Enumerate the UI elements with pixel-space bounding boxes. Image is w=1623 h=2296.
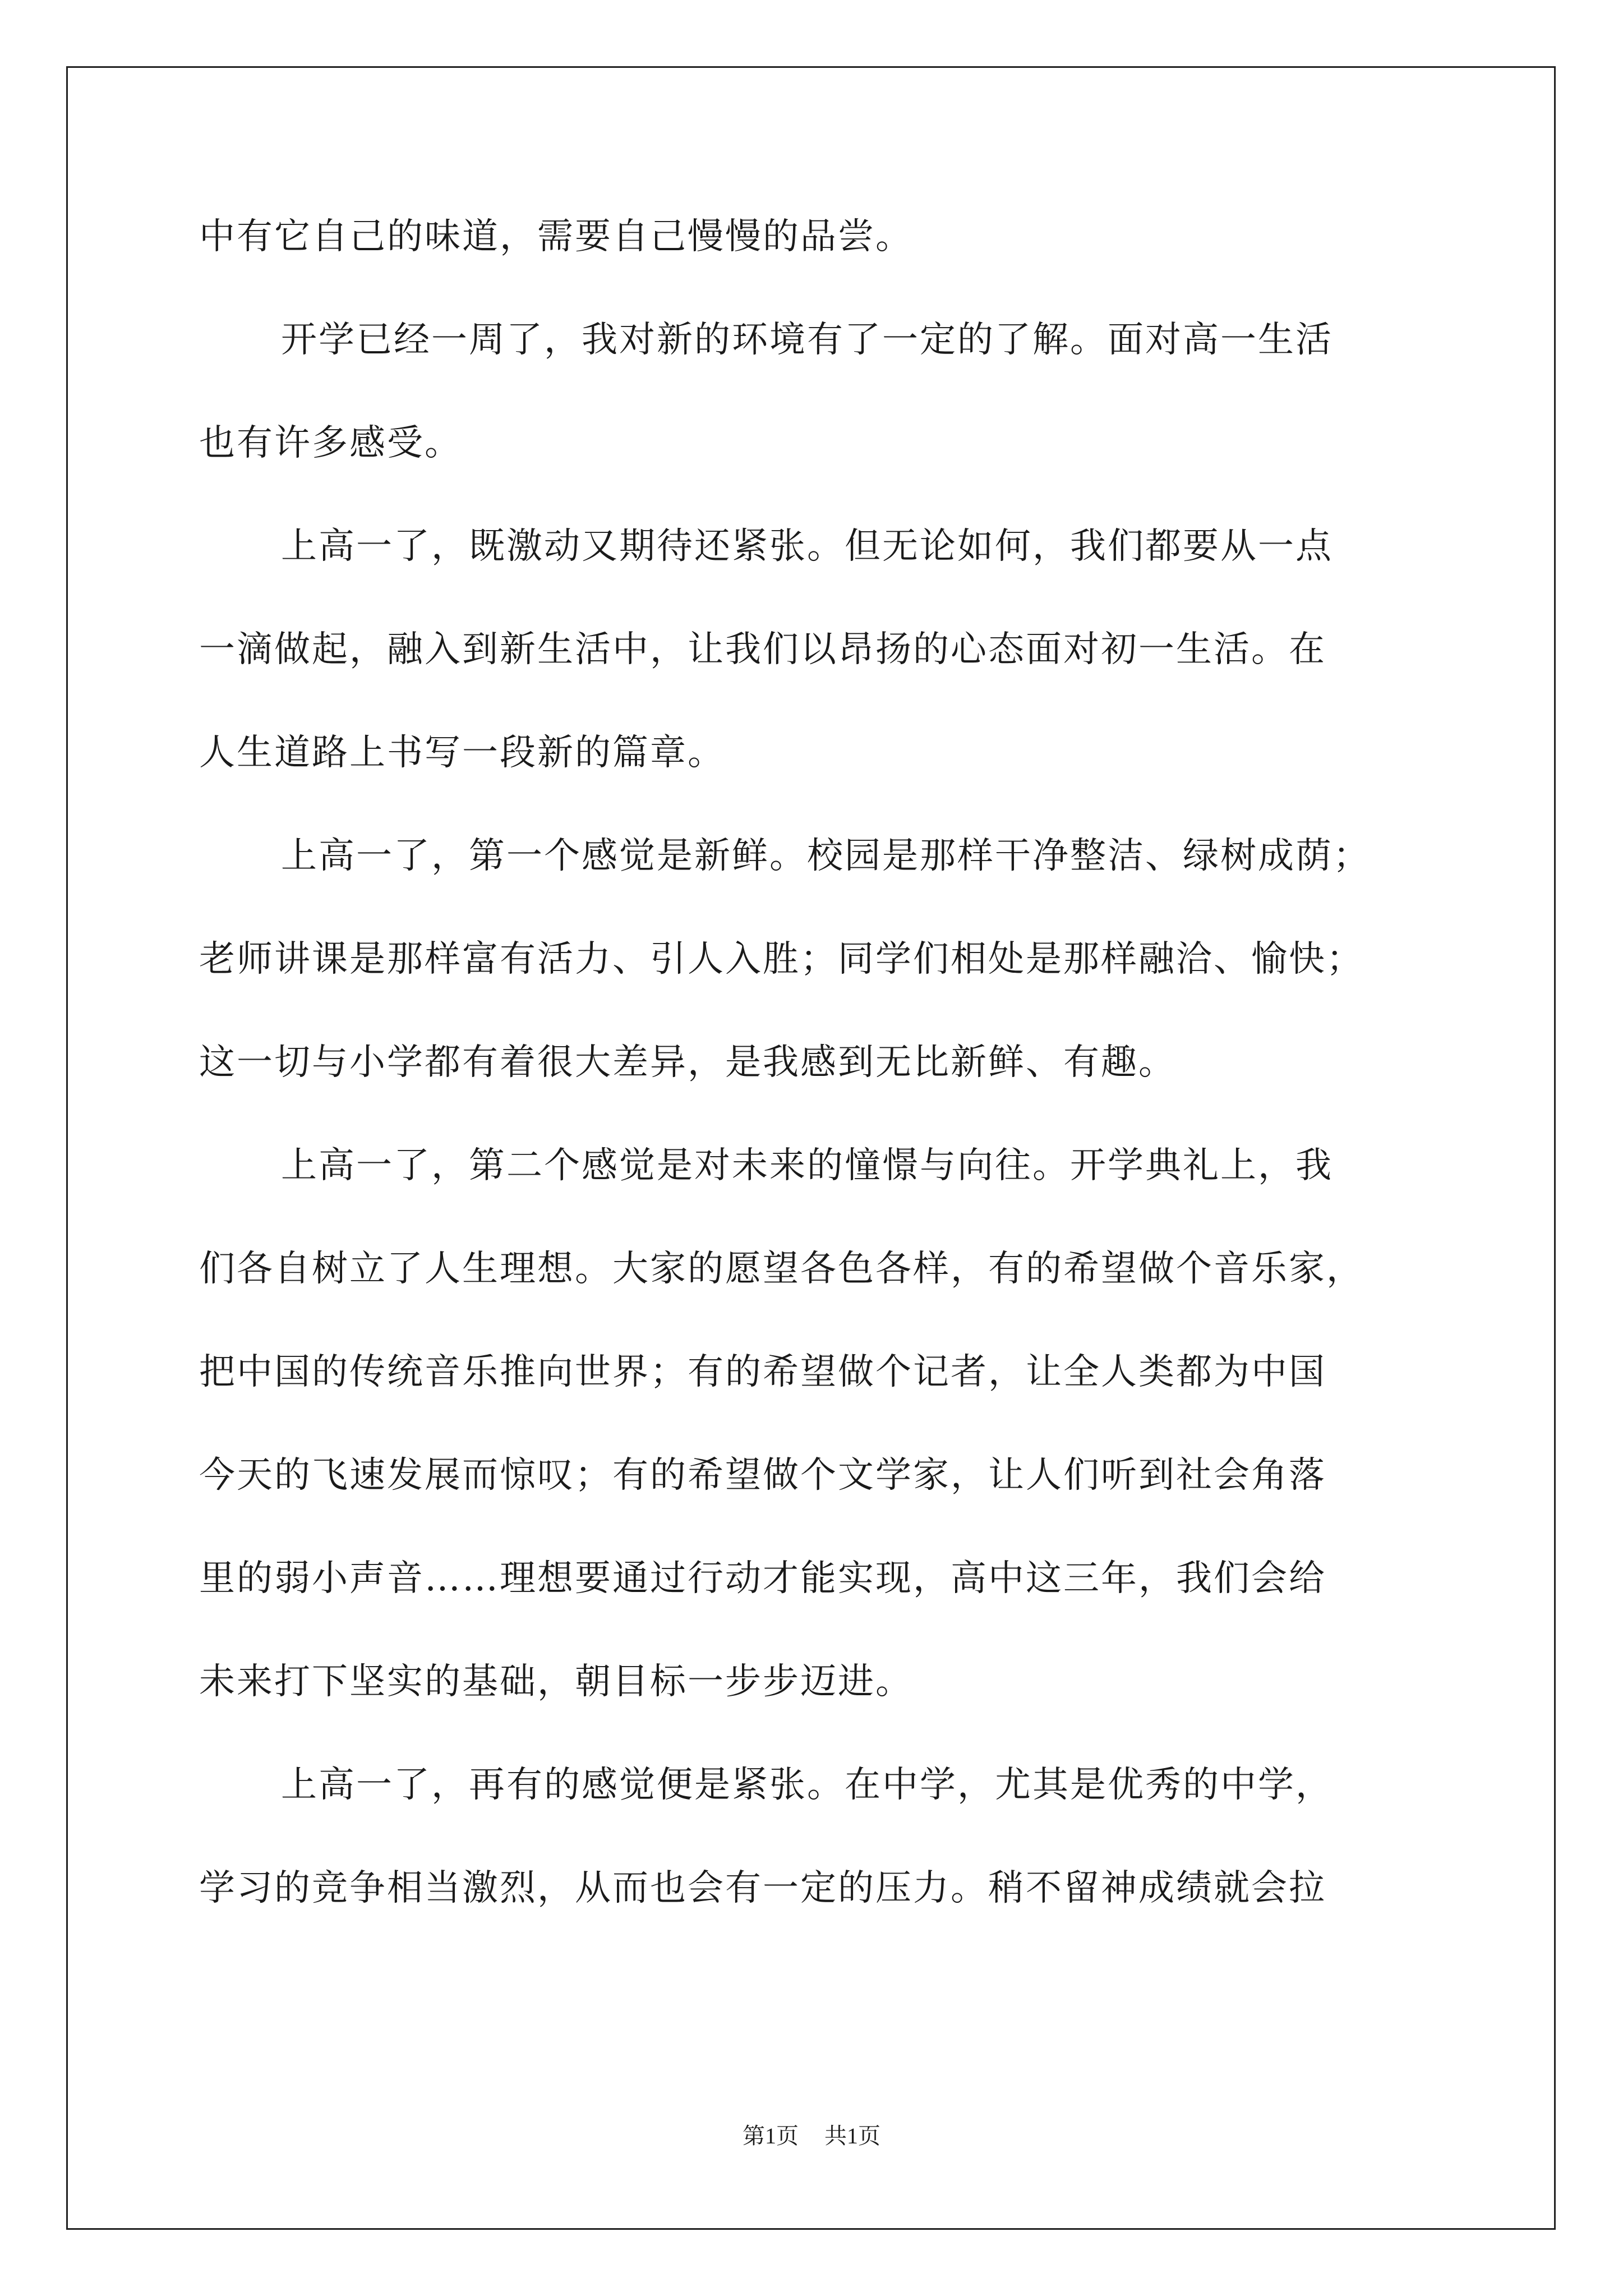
paragraph-first-line: 开学已经一周了，我对新的环境有了一定的了解。面对高一生活 (281, 319, 1333, 361)
text-line: 人生道路上书写一段新的篇章。 (199, 732, 725, 774)
text-line: 今天的飞速发展而惊叹；有的希望做个文学家，让人们听到社会角落 (199, 1455, 1326, 1496)
paragraph-first-line: 上高一了，第一个感觉是新鲜。校园是那样干净整洁、绿树成荫； (281, 835, 1371, 877)
text-line: 中有它自己的味道，需要自己慢慢的品尝。 (199, 216, 913, 257)
page-number-total: 共1页 (824, 2123, 880, 2148)
text-line: 们各自树立了人生理想。大家的愿望各色各样，有的希望做个音乐家， (199, 1248, 1364, 1290)
paragraph-first-line: 上高一了，第二个感觉是对未来的憧憬与向往。开学典礼上，我 (281, 1145, 1333, 1186)
text-line: 里的弱小声音……理想要通过行动才能实现，高中这三年，我们会给 (199, 1558, 1326, 1599)
text-line: 也有许多感受。 (199, 422, 462, 464)
page-number-current: 第1页 (743, 2123, 799, 2148)
text-line: 未来打下坚实的基础，朝目标一步步迈进。 (199, 1661, 913, 1703)
text-line: 学习的竞争相当激烈，从而也会有一定的压力。稍不留神成绩就会拉 (199, 1867, 1326, 1909)
text-line: 这一切与小学都有着很大差异，是我感到无比新鲜、有趣。 (199, 1042, 1176, 1083)
paragraph-first-line: 上高一了，既激动又期待还紧张。但无论如何，我们都要从一点 (281, 526, 1333, 567)
paragraph-first-line: 上高一了，再有的感觉便是紧张。在中学，尤其是优秀的中学， (281, 1764, 1333, 1806)
text-line: 一滴做起，融入到新生活中，让我们以昂扬的心态面对初一生活。在 (199, 629, 1326, 670)
page-footer (0, 2125, 1623, 2147)
text-line: 老师讲课是那样富有活力、引人入胜；同学们相处是那样融洽、愉快； (199, 938, 1364, 980)
text-line: 把中国的传统音乐推向世界；有的希望做个记者，让全人类都为中国 (199, 1351, 1326, 1393)
document-body (199, 216, 1433, 1973)
